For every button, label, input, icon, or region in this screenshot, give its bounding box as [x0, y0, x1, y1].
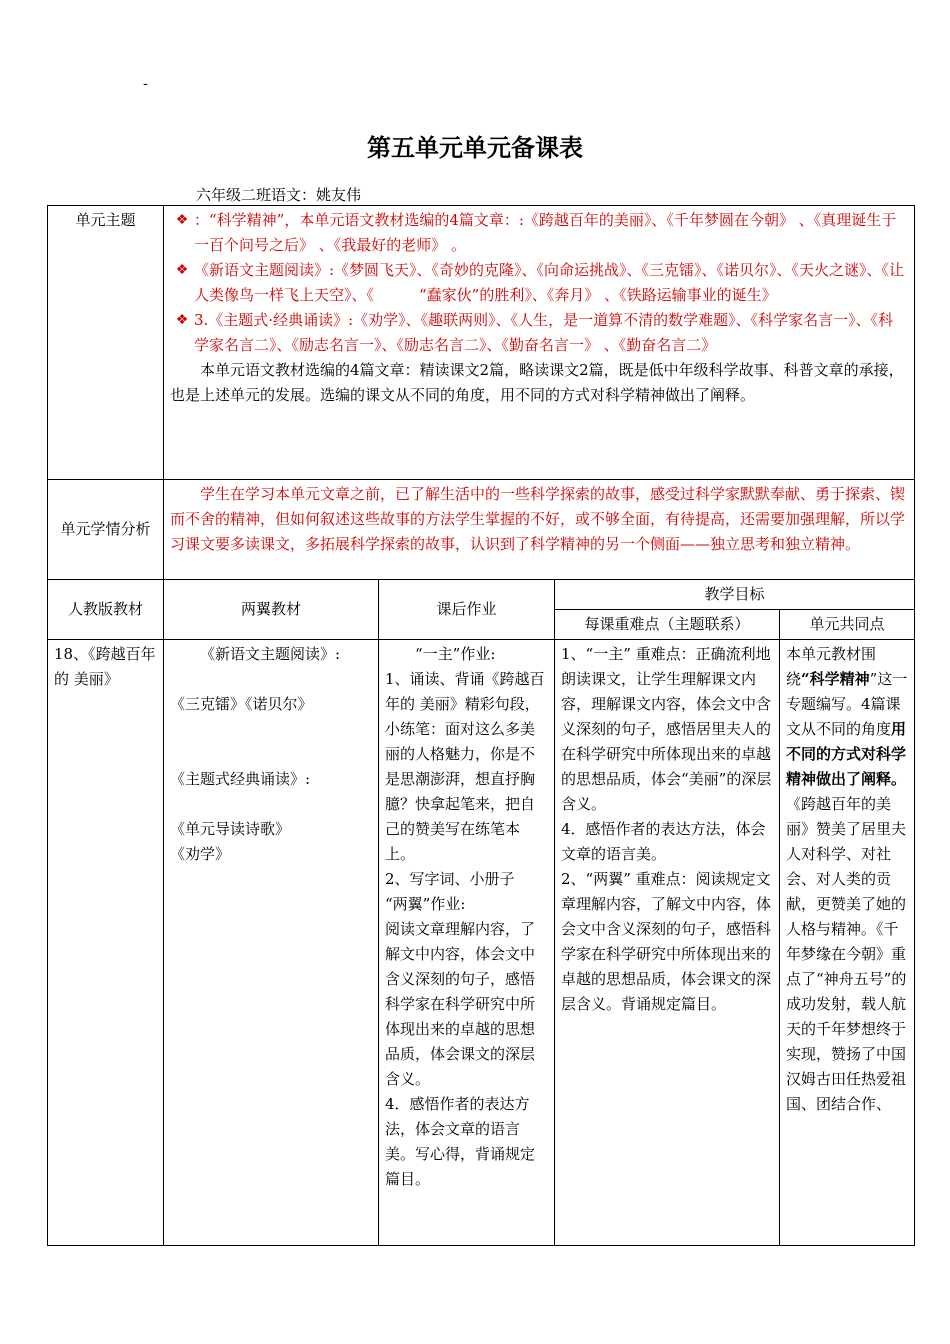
diamond-bullet-icon: ❖ [175, 212, 189, 228]
homework-item: 4．感悟作者的表达方法，体会文章的语言美。写心得，背诵规定篇目。 [385, 1095, 536, 1188]
col-header-per-lesson: 每课重难点（主题联系） [555, 610, 780, 640]
homework-wings-title: “两翼”作业: [385, 895, 466, 913]
homework-item: 1、诵读、背诵《跨越百年的 美丽》精彩句段，小练笔：面对这么多美丽的人格魅力，你是不是思潮澎湃，想直抒胸臆？快拿起笔来，把自己的赞美写在练笔本上。 [385, 670, 545, 863]
diamond-bullet-icon: ❖ [175, 262, 189, 278]
page-mark: - [143, 76, 148, 92]
theme-bullet [170, 308, 908, 358]
key-point: 1、“一主” 重难点：正确流利地朗读课文，让学生理解课文内容，理解课文内容，体会文中含义深刻的句子，感悟居里夫人的在科学研究中所体现出来的卓越的思想品质，体会“美丽”的深层含义。 [561, 645, 772, 813]
theme-bullet-text: 《新语文主题阅读》:《梦圆飞天》、《奇妙的克隆》、《向命运挑战》、《三克镭》、《诺贝尔》、《天火之谜》、《让人类像鸟一样飞上天空》、《 “蠢家伙”的胜利》、《奔月》 、《铁路运输事业的诞生》 [194, 261, 905, 304]
per-lesson-cell [555, 640, 780, 1246]
textbook-cell [48, 640, 164, 1246]
lesson-title: 18、《跨越百年的 美丽》 [54, 645, 156, 688]
theme-bullet-text: 3.《主题式·经典诵读》:《劝学》、《趣联两则》、《人生，是一道算不清的数学难题》、《科学家名言一》、《科学家名言二》、《励志名言一》、《励志名言二》、《勤奋名言一》 、《勤奋名言二》 [194, 311, 894, 354]
theme-summary: 本单元语文教材选编的4篇文章：精读课文2篇，略读课文2篇，既是低中年级科学故事、科普文章的承接，也是上述单元的发展。选编的课文从不同的角度，用不同的方式对科学精神做出了阐释。 [170, 361, 904, 404]
poem-title: 《单元导读诗歌》 [170, 820, 291, 838]
lesson-row [48, 640, 915, 1246]
common-text-4: 用不同的方式对科学精神做出了阐释。 [786, 720, 907, 788]
key-point: 4．感悟作者的表达方法，体会文章的语言美。 [561, 820, 766, 863]
analysis-row [48, 480, 915, 580]
theme-bullet-text: ：“科学精神”，本单元语文教材选编的4篇文章：:《跨越百年的美丽》、《千年梦圆在今朝》 、《真理诞生于一百个问号之后》 、《我最好的老师》 。 [194, 211, 897, 254]
theme-bullet [170, 258, 908, 308]
reading-title: 《新语文主题阅读》: [200, 645, 341, 663]
lesson-plan-table [47, 205, 915, 1246]
theme-row [48, 206, 915, 480]
col-header-common: 单元共同点 [780, 610, 915, 640]
col-header-two-wings: 两翼教材 [164, 580, 379, 640]
col-header-textbook: 人教版教材 [48, 580, 164, 640]
common-cell [780, 640, 915, 1246]
two-wings-cell [164, 640, 379, 1246]
key-point: 2、“两翼” 重难点：阅读规定文章理解内容，了解文中内容，体会文中含义深刻的句子，感悟科学家在科学研究中所体现出来的卓越的思想品质，体会课文的深层含义。背诵规定篇目。 [561, 870, 772, 1013]
page-title: 第五单元单元备课表 [367, 134, 583, 162]
common-text [786, 642, 908, 1117]
teacher-line: 六年级二班语文：姚友伟 [196, 186, 362, 204]
common-text-2: “科学精神 [801, 670, 870, 688]
homework-main-title: “一主”作业: [415, 645, 496, 663]
theme-bullet [170, 208, 908, 258]
analysis-text: 学生在学习本单元文章之前，已了解生活中的一些科学探索的故事，感受过科学家默默奉献、勇于探索、锲而不舍的精神，但如何叙述这些故事的方法学生掌握的不好，或不够全面，有待提高，还需要加强理解，所以学习课文要多读课文，多拓展科学探索的故事，认识到了科学精神的另一个侧面——独立思考和独立精神。 [164, 480, 915, 580]
classics-title: 《主题式经典诵读》: [170, 770, 311, 788]
analysis-label: 单元学情分析 [48, 480, 164, 580]
diamond-bullet-icon: ❖ [175, 312, 189, 328]
homework-cell [379, 640, 555, 1246]
col-header-goals: 教学目标 [555, 580, 915, 610]
common-text-3: ”这一专题编写。4篇课文从不同的角度 [786, 670, 908, 738]
reading-articles: 《三克镭》《诺贝尔》 [170, 695, 313, 713]
common-text-5: 《跨越百年的美丽》赞美了居里夫人对科学、对社会、对人类的贡献，更赞美了她的人格与精神。《千年梦缘在今朝》重点了“神舟五号”的成功发射，载人航天的千年梦想终于实现，赞扬了中国汉姆古田任热爱祖国、团结合作、 [786, 795, 907, 1113]
col-header-homework: 课后作业 [379, 580, 555, 640]
poem-quanxue: 《劝学》 [170, 845, 231, 863]
homework-item: 2、写字词、小册子 [385, 870, 515, 888]
homework-item: 阅读文章理解内容，了解文中内容，体会文中含义深刻的句子，感悟科学家在科学研究中所体现出来的卓越的思想品质，体会课文的深层含义。 [385, 920, 536, 1088]
theme-label: 单元主题 [48, 206, 164, 480]
common-text-1: 本单元教材围绕 [786, 645, 877, 688]
theme-content [164, 206, 915, 480]
header-row-top [48, 580, 915, 610]
